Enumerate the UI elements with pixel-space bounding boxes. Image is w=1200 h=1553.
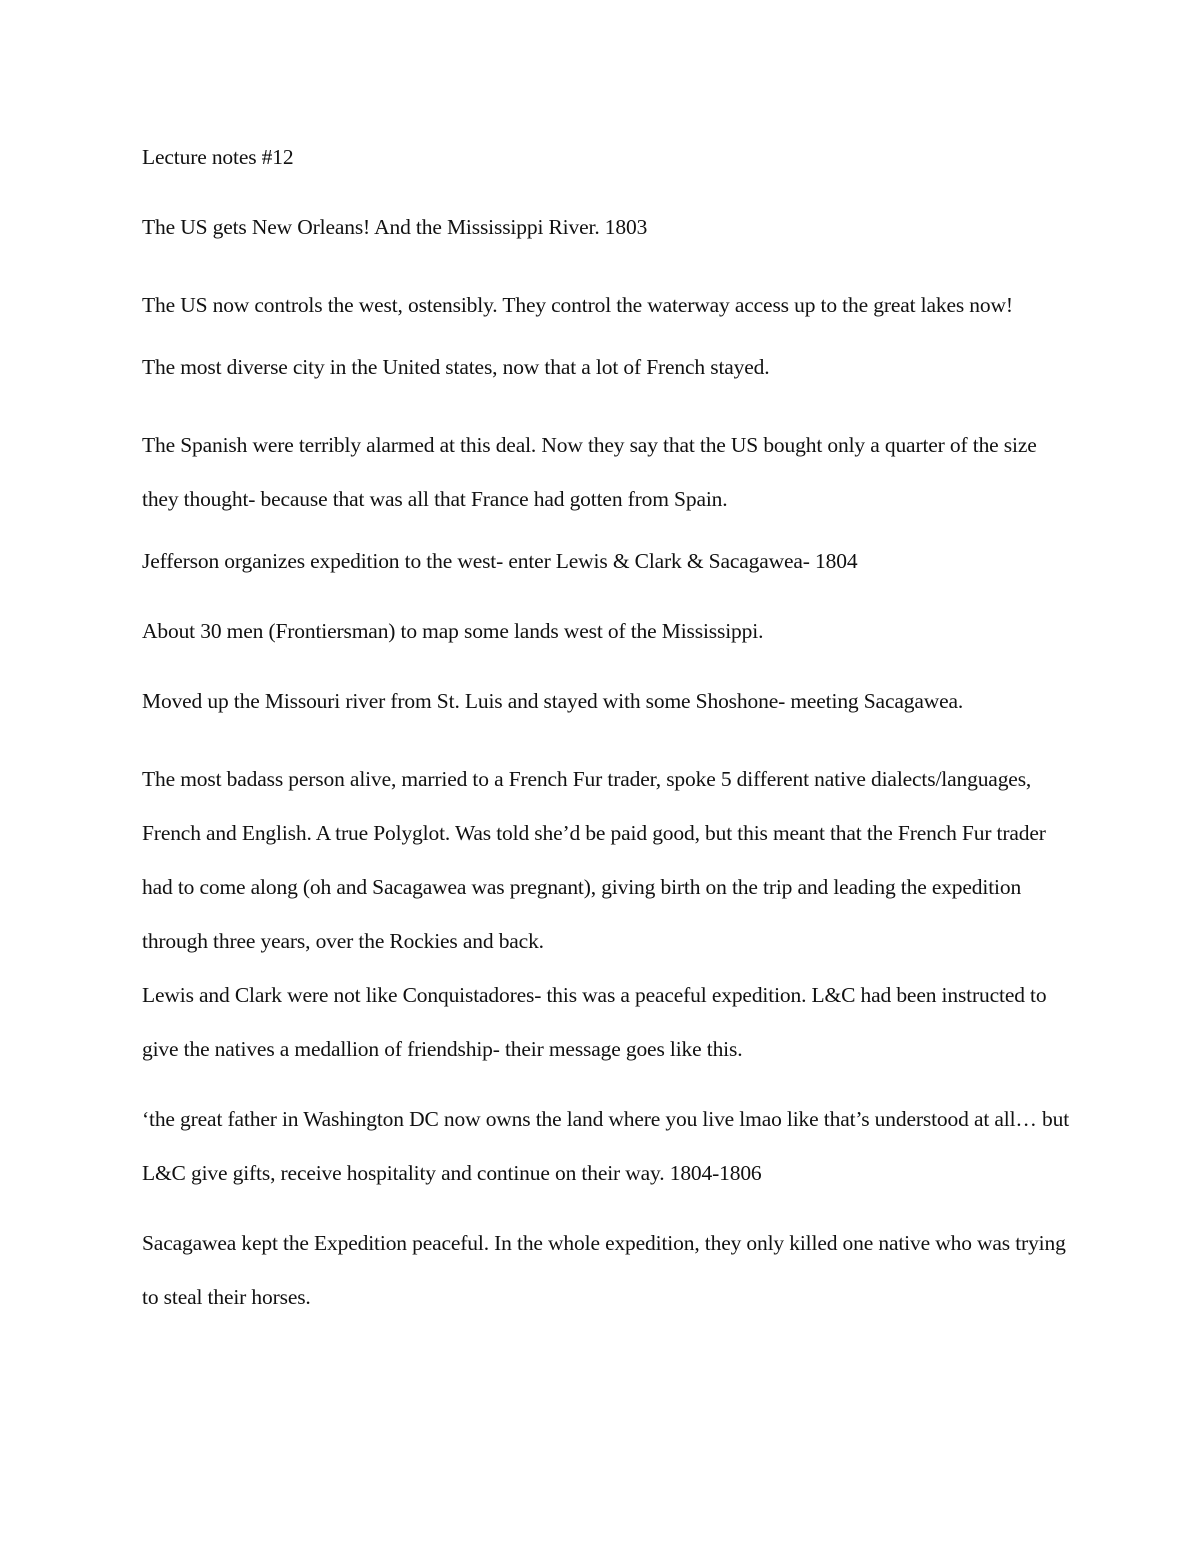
paragraph: Moved up the Missouri river from St. Luis and stayed with some Shoshone- meeting Sacagawea. xyxy=(142,689,964,713)
paragraph: ‘the great father in Washington DC now owns the land where you live lmao like that’s understood at all… but L&C give gifts, receive hospitality and continue on their way. 1804-1806 xyxy=(142,1107,1070,1185)
document-title: Lecture notes #12 xyxy=(142,145,294,169)
paragraph: Sacagawea kept the Expedition peaceful. In the whole expedition, they only killed one native who was trying to steal their horses. xyxy=(142,1231,1066,1309)
paragraph: The Spanish were terribly alarmed at this deal. Now they say that the US bought only a quarter of the size they thought- because that was all that France had gotten from Spain. xyxy=(142,433,1037,511)
paragraph: The US gets New Orleans! And the Mississippi River. 1803 xyxy=(142,215,648,239)
document-body xyxy=(142,138,1072,1340)
paragraph: The most badass person alive, married to a French Fur trader, spoke 5 different native dialects/languages, French and English. A true Polyglot. Was told she’d be paid good, but this meant that the French Fur trader had to come along (oh and Sacagawea was pregnant), giving birth on the trip and leading the expedition through three years, over the Rockies and back. xyxy=(142,767,1046,953)
paragraph: The US now controls the west, ostensibly. They control the waterway access up to the great lakes now! xyxy=(142,293,1013,317)
paragraph: The most diverse city in the United states, now that a lot of French stayed. xyxy=(142,355,770,379)
paragraph: Lewis and Clark were not like Conquistadores- this was a peaceful expedition. L&C had been instructed to give the natives a medallion of friendship- their message goes like this. xyxy=(142,983,1047,1061)
paragraph: About 30 men (Frontiersman) to map some lands west of the Mississippi. xyxy=(142,619,764,643)
paragraph: Jefferson organizes expedition to the west- enter Lewis & Clark & Sacagawea- 1804 xyxy=(142,549,858,573)
